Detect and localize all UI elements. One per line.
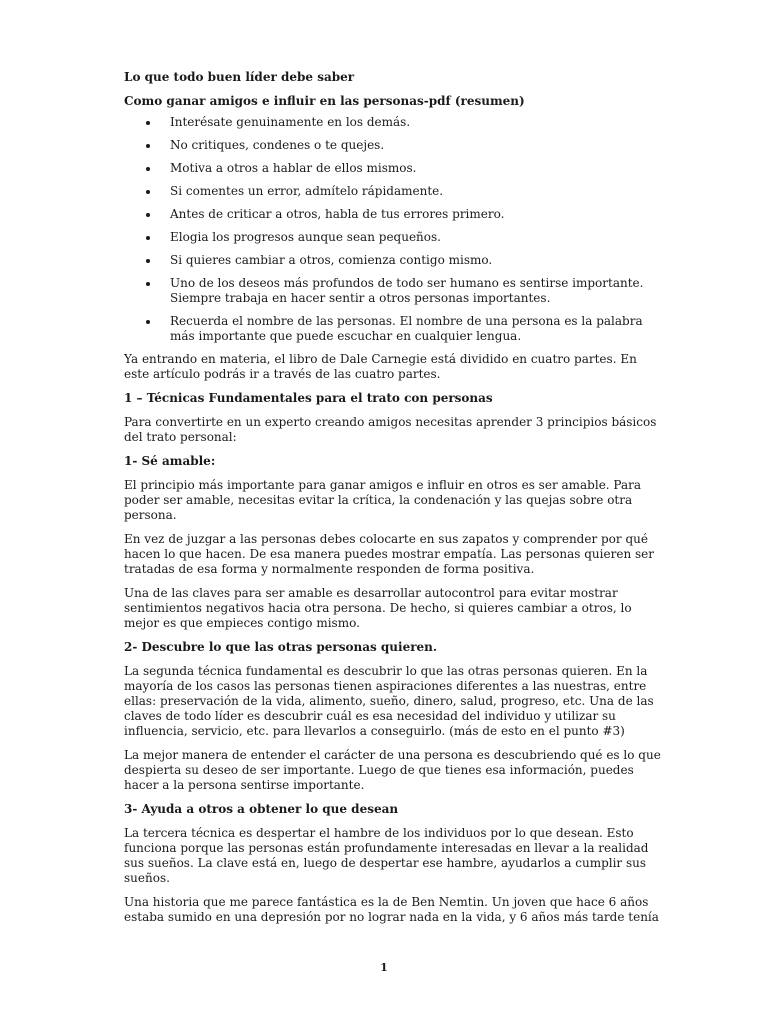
subsection-3-heading: 3- Ayuda a otros a obtener lo que desean xyxy=(124,802,399,816)
list-item: Antes de criticar a otros, habla de tus errores primero. xyxy=(124,207,662,222)
section-1-heading: 1 – Técnicas Fundamentales para el trato con personas xyxy=(124,391,493,405)
list-item: Interésate genuinamente en los demás. xyxy=(124,115,662,130)
page-number: 1 xyxy=(380,961,388,974)
list-item: Recuerda el nombre de las personas. El nombre de una persona es la palabra más importante que puede escuchar en cualquier lengua. xyxy=(124,314,662,344)
bullet-icon xyxy=(146,167,150,171)
paragraph: Una historia que me parece fantástica es la de Ben Nemtin. Un joven que hace 6 años estaba sumido en una depresión por no lograr nada en la vida, y 6 años más tarde tenía xyxy=(124,895,659,924)
paragraph: La tercera técnica es despertar el hambre de los individuos por lo que desean. Esto funciona porque las personas están profundamente interesadas en llevar a la realidad sus sueños. La clave está en, luego de despertar ese hambre, ayudarlos a cumplir sus sueños. xyxy=(124,826,649,885)
paragraph: La segunda técnica fundamental es descubrir lo que las otras personas quieren. En la mayoría de los casos las personas tienen aspiraciones diferentes a las nuestras, entre ellas: preservación de la vida, alimento, sueño, dinero, salud, progreso, etc. Una de las claves de todo líder es descubrir cuál es esa necesidad del individuo y utilizar su influencia, servicio, etc. para llevarlos a conseguirlo. (más de esto en el punto #3) xyxy=(124,664,654,738)
paragraph: En vez de juzgar a las personas debes colocarte en sus zapatos y comprender por qué hacen lo que hacen. De esa manera puedes mostrar empatía. Las personas quieren ser tratadas de esa forma y normalmente responden de forma positiva. xyxy=(124,532,654,576)
list-item: Uno de los deseos más profundos de todo ser humano es sentirse importante. Siempre trabaja en hacer sentir a otros personas importantes. xyxy=(124,276,662,306)
bullet-icon xyxy=(146,259,150,263)
paragraph: El principio más importante para ganar amigos e influir en otros es ser amable. Para poder ser amable, necesitas evitar la crítica, la condenación y las quejas sobre otra persona. xyxy=(124,478,642,522)
bullet-icon xyxy=(146,213,150,217)
document-title: Lo que todo buen líder debe saber xyxy=(124,70,355,84)
bullet-icon xyxy=(146,190,150,194)
bullet-icon xyxy=(146,236,150,240)
list-item: Elogia los progresos aunque sean pequeños. xyxy=(124,230,662,245)
list-item: No critiques, condenes o te quejes. xyxy=(124,138,662,153)
intro-paragraph: Ya entrando en materia, el libro de Dale Carnegie está dividido en cuatro partes. En este artículo podrás ir a través de las cuatro partes. xyxy=(124,352,637,381)
document-subtitle: Como ganar amigos e influir en las personas-pdf (resumen) xyxy=(124,94,525,108)
principles-list xyxy=(124,115,662,344)
subsection-2-heading: 2- Descubre lo que las otras personas quieren. xyxy=(124,640,438,654)
list-item: Si quieres cambiar a otros, comienza contigo mismo. xyxy=(124,253,662,268)
list-item: Si comentes un error, admítelo rápidamente. xyxy=(124,184,662,199)
section-1-paragraph: Para convertirte en un experto creando amigos necesitas aprender 3 principios básicos del trato personal: xyxy=(124,415,657,444)
document-page xyxy=(124,70,662,934)
bullet-icon xyxy=(146,121,150,125)
bullet-icon xyxy=(146,320,150,324)
subsection-1-heading: 1- Sé amable: xyxy=(124,454,216,468)
list-item: Motiva a otros a hablar de ellos mismos. xyxy=(124,161,662,176)
paragraph: Una de las claves para ser amable es desarrollar autocontrol para evitar mostrar sentimientos negativos hacia otra persona. De hecho, si quieres cambiar a otros, lo mejor es que empieces contigo mismo. xyxy=(124,586,632,630)
bullet-icon xyxy=(146,282,150,286)
paragraph: La mejor manera de entender el carácter de una persona es descubriendo qué es lo que despierta su deseo de ser importante. Luego de que tienes esa información, puedes hacer a la persona sentirse importante. xyxy=(124,748,661,792)
bullet-icon xyxy=(146,144,150,148)
